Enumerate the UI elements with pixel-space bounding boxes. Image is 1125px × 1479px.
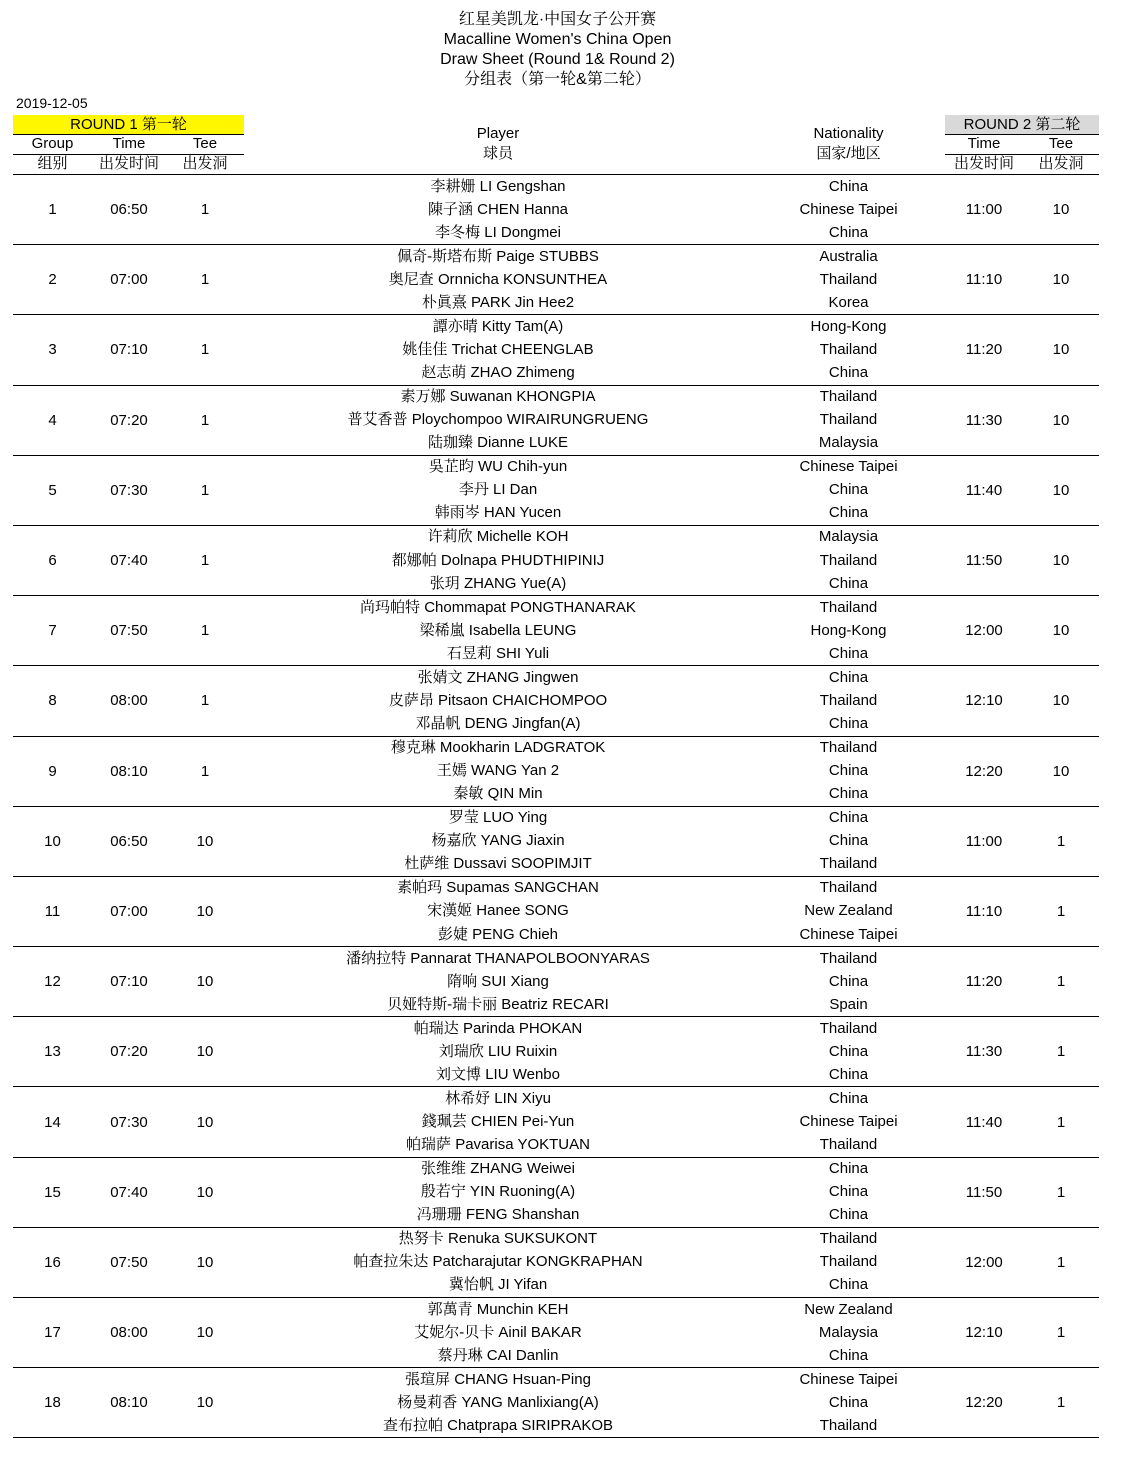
player-nationality: China [828, 574, 869, 592]
round2-tee: 1 [1056, 1183, 1066, 1201]
round1-tee: 1 [200, 201, 210, 219]
player-nationality: China [828, 832, 869, 850]
group-row [13, 315, 1099, 385]
player-nationality: Thailand [819, 598, 878, 616]
player-nationality: China [828, 785, 869, 803]
player-nationality: New Zealand [804, 1300, 893, 1318]
group-number: 14 [44, 1113, 61, 1131]
player-nationality: China [828, 809, 869, 827]
round2-tee: 10 [1052, 411, 1070, 429]
group-number: 7 [48, 622, 57, 640]
player-name: 蔡丹琳 CAI Danlin [437, 1346, 559, 1364]
player-name: 冯珊珊 FENG Shanshan [416, 1206, 580, 1224]
player-list [244, 386, 752, 455]
player-list [244, 1087, 752, 1156]
player-list [244, 456, 752, 525]
player-list [244, 1298, 752, 1367]
round1-time: 07:20 [110, 1043, 148, 1061]
nationality-list [752, 526, 945, 595]
header-player-en: Player [476, 125, 520, 142]
player-nationality: Malaysia [818, 528, 879, 546]
round1-time: 08:10 [110, 1394, 148, 1412]
player-name: 佩奇-斯塔布斯 Paige STUBBS [397, 247, 599, 265]
player-nationality: Hong-Kong [810, 317, 887, 335]
nationality-list [752, 737, 945, 806]
round1-time: 07:00 [110, 902, 148, 920]
player-list [244, 1228, 752, 1297]
player-name: 都娜帕 Dolnapa PHUDTHIPINIJ [391, 551, 605, 569]
player-name: 冀怡帆 JI Yifan [448, 1276, 548, 1294]
round2-time: 12:10 [965, 1324, 1003, 1342]
player-name: 邓晶帆 DENG Jingfan(A) [415, 714, 581, 732]
subtitle-draw-sheet: Draw Sheet (Round 1& Round 2) [440, 51, 675, 68]
round1-time: 07:00 [110, 271, 148, 289]
group-number: 6 [48, 552, 57, 570]
round1-tee: 10 [196, 1394, 214, 1412]
player-name: 皮萨昂 Pitsaon CHAICHOMPOO [388, 691, 608, 709]
round2-tee: 1 [1056, 902, 1066, 920]
group-number: 11 [44, 902, 61, 920]
group-row [13, 737, 1099, 807]
group-row [13, 807, 1099, 877]
nationality-list [752, 386, 945, 455]
player-name: 杜萨维 Dussavi SOOPIMJIT [404, 855, 592, 873]
round1-tee: 10 [196, 1253, 214, 1271]
player-nationality: China [828, 972, 869, 990]
player-nationality: Thailand [819, 879, 878, 897]
round1-tee: 10 [196, 1113, 214, 1131]
round2-time: 11:10 [965, 902, 1003, 920]
header-time-en: Time [112, 135, 146, 152]
round2-tee: 1 [1056, 1324, 1066, 1342]
nationality-list [752, 315, 945, 384]
player-nationality: Thailand [819, 1136, 878, 1154]
group-row [13, 1298, 1099, 1368]
player-name: 王嫣 WANG Yan 2 [436, 762, 560, 780]
nationality-list [752, 1368, 945, 1437]
group-row [13, 175, 1099, 245]
player-list [244, 526, 752, 595]
group-row [13, 596, 1099, 666]
player-name: 姚佳佳 Trichat CHEENGLAB [402, 340, 594, 358]
round1-time: 06:50 [110, 201, 148, 219]
player-name: 李丹 LI Dan [458, 481, 538, 499]
player-nationality: Thailand [819, 388, 878, 406]
player-name: 罗莹 LUO Ying [448, 809, 548, 827]
player-nationality: Chinese Taipei [799, 1370, 898, 1388]
round1-time: 07:10 [110, 973, 148, 991]
round2-time: 11:20 [965, 341, 1003, 359]
player-nationality: Thailand [819, 270, 878, 288]
player-name: 杨曼莉香 YANG Manlixiang(A) [397, 1393, 599, 1411]
player-name: 陳子涵 CHEN Hanna [427, 200, 569, 218]
round2-tee: 10 [1052, 341, 1070, 359]
round2-tee: 10 [1052, 481, 1070, 499]
round2-time: 12:00 [965, 1253, 1003, 1271]
player-name: 郭萬青 Munchin KEH [427, 1300, 569, 1318]
round2-time: 11:50 [965, 552, 1003, 570]
group-number: 12 [44, 973, 61, 991]
player-name: 殷若宁 YIN Ruoning(A) [420, 1183, 576, 1201]
player-nationality: China [828, 1393, 869, 1411]
player-nationality: Thailand [819, 1019, 878, 1037]
group-row [13, 666, 1099, 736]
player-list [244, 1158, 752, 1227]
player-nationality: China [828, 1042, 869, 1060]
player-name: 素帕玛 Supamas SANGCHAN [397, 879, 599, 897]
player-nationality: China [828, 1346, 869, 1364]
round2-time: 11:00 [965, 832, 1003, 850]
round2-tee: 1 [1056, 973, 1066, 991]
round2-tee: 10 [1052, 552, 1070, 570]
player-list [244, 1368, 752, 1437]
player-nationality: Thailand [819, 691, 878, 709]
player-nationality: Thailand [819, 739, 878, 757]
player-list [244, 596, 752, 665]
round1-tee: 1 [200, 622, 210, 640]
round1-tee: 1 [200, 552, 210, 570]
player-nationality: Korea [828, 293, 869, 311]
round2-tee: 1 [1056, 1394, 1066, 1412]
player-name: 石昱莉 SHI Yuli [446, 644, 550, 662]
nationality-list [752, 1017, 945, 1086]
player-list [244, 666, 752, 735]
player-name: 刘文博 LIU Wenbo [436, 1065, 560, 1083]
round1-tee: 1 [200, 271, 210, 289]
title-block [0, 10, 1115, 90]
header-r2-tee-cn: 出发洞 [1038, 155, 1084, 172]
round1-tee: 10 [196, 1043, 214, 1061]
round2-time: 11:00 [965, 201, 1003, 219]
player-nationality: Hong-Kong [810, 621, 887, 639]
player-nationality: Thailand [819, 1416, 878, 1434]
player-name: 许莉欣 Michelle KOH [427, 528, 569, 546]
nationality-list [752, 1298, 945, 1367]
round1-time: 07:30 [110, 481, 148, 499]
player-list [244, 807, 752, 876]
player-name: 陆珈臻 Dianne LUKE [427, 434, 569, 452]
group-number: 1 [48, 201, 57, 219]
player-nationality: Chinese Taipei [799, 1113, 898, 1131]
player-nationality: China [828, 714, 869, 732]
nationality-list [752, 456, 945, 525]
round1-time: 07:50 [110, 622, 148, 640]
player-list [244, 315, 752, 384]
player-name: 刘瑞欣 LIU Ruixin [438, 1042, 558, 1060]
round2-banner: ROUND 2 第二轮 [945, 115, 1099, 134]
round1-tee: 1 [200, 341, 210, 359]
player-name: 杨嘉欣 YANG Jiaxin [431, 832, 565, 850]
round2-time: 12:00 [965, 622, 1003, 640]
player-name: 奥尼查 Ornnicha KONSUNTHEA [388, 270, 608, 288]
player-nationality: China [828, 644, 869, 662]
player-nationality: Chinese Taipei [799, 458, 898, 476]
player-name: 韩雨岑 HAN Yucen [434, 504, 562, 522]
player-nationality: Thailand [819, 855, 878, 873]
group-number: 4 [48, 411, 57, 429]
player-nationality: Thailand [819, 551, 878, 569]
player-name: 譚亦晴 Kitty Tam(A) [432, 317, 564, 335]
round1-tee: 10 [196, 1324, 214, 1342]
round2-tee: 1 [1056, 1043, 1066, 1061]
round1-tee: 10 [196, 1183, 214, 1201]
groups-table [13, 175, 1099, 1438]
player-nationality: Malaysia [818, 434, 879, 452]
player-name: 帕瑞达 Parinda PHOKAN [413, 1019, 583, 1037]
nationality-list [752, 947, 945, 1016]
header-tee-cn: 出发洞 [182, 155, 228, 172]
group-row [13, 877, 1099, 947]
player-name: 潘纳拉特 Pannarat THANAPOLBOONYARAS [346, 949, 650, 967]
nationality-list [752, 666, 945, 735]
player-name: 素万娜 Suwanan KHONGPIA [400, 388, 596, 406]
round2-tee: 10 [1052, 622, 1070, 640]
player-name: 張瑄屏 CHANG Hsuan-Ping [405, 1370, 591, 1388]
player-list [244, 175, 752, 244]
nationality-list [752, 877, 945, 946]
player-name: 张玥 ZHANG Yue(A) [429, 574, 567, 592]
player-nationality: Thailand [819, 411, 878, 429]
round2-time: 11:10 [965, 271, 1003, 289]
player-name: 穆克琳 Mookharin LADGRATOK [390, 739, 606, 757]
round2-time: 11:30 [965, 1043, 1003, 1061]
round1-tee: 1 [200, 411, 210, 429]
round1-time: 07:10 [110, 341, 148, 359]
group-row [13, 1158, 1099, 1228]
round1-tee: 10 [196, 973, 214, 991]
player-name: 李冬梅 LI Dongmei [435, 223, 561, 241]
group-row [13, 526, 1099, 596]
player-nationality: New Zealand [804, 902, 893, 920]
group-row [13, 947, 1099, 1017]
player-name: 艾妮尔-贝卡 Ainil BAKAR [414, 1323, 582, 1341]
round2-time: 11:50 [965, 1183, 1003, 1201]
player-nationality: Thailand [819, 949, 878, 967]
group-number: 17 [44, 1324, 61, 1342]
round1-time: 07:40 [110, 1183, 148, 1201]
player-name: 尚玛帕特 Chommapat PONGTHANARAK [360, 598, 636, 616]
group-row [13, 456, 1099, 526]
group-number: 2 [48, 271, 57, 289]
nationality-list [752, 596, 945, 665]
header-nationality-en: Nationality [813, 125, 884, 142]
player-name: 张维维 ZHANG Weiwei [421, 1160, 575, 1178]
date: 2019-12-05 [16, 95, 88, 111]
group-number: 3 [48, 341, 57, 359]
nationality-list [752, 807, 945, 876]
header-group-cn: 组别 [37, 155, 68, 172]
player-name: 热努卡 Renuka SUKSUKONT [398, 1230, 598, 1248]
title-english: Macalline Women's China Open [443, 31, 672, 48]
header-player-cn: 球员 [482, 145, 513, 162]
round2-time: 12:20 [965, 1394, 1003, 1412]
player-nationality: Thailand [819, 1230, 878, 1248]
round1-tee: 10 [196, 902, 214, 920]
header-r2-time-en: Time [967, 135, 1001, 152]
player-nationality: China [828, 504, 869, 522]
nationality-list [752, 1158, 945, 1227]
player-nationality: China [828, 1183, 869, 1201]
round1-time: 07:40 [110, 552, 148, 570]
player-name: 张婧文 ZHANG Jingwen [417, 668, 579, 686]
player-name: 李耕姗 LI Gengshan [430, 177, 566, 195]
player-name: 林希妤 LIN Xiyu [445, 1089, 551, 1107]
round2-tee: 10 [1052, 201, 1070, 219]
player-name: 梁稀嵐 Isabella LEUNG [419, 621, 577, 639]
round2-tee: 1 [1056, 1113, 1066, 1131]
player-list [244, 877, 752, 946]
player-nationality: China [828, 1160, 869, 1178]
round1-tee: 10 [196, 832, 214, 850]
round1-tee: 1 [200, 762, 210, 780]
player-nationality: China [828, 1089, 869, 1107]
group-number: 16 [44, 1253, 61, 1271]
player-name: 贝娅特斯-瑞卡丽 Beatriz RECARI [387, 995, 609, 1013]
player-list [244, 737, 752, 806]
player-name: 赵志萌 ZHAO Zhimeng [421, 364, 575, 382]
group-number: 13 [44, 1043, 61, 1061]
round1-time: 06:50 [110, 832, 148, 850]
player-nationality: China [828, 364, 869, 382]
player-nationality: Malaysia [818, 1323, 879, 1341]
subtitle-chinese: 分组表（第一轮&第二轮） [464, 71, 651, 88]
group-number: 9 [48, 762, 57, 780]
player-nationality: Chinese Taipei [799, 200, 898, 218]
player-list [244, 1017, 752, 1086]
nationality-list [752, 245, 945, 314]
header-time-cn: 出发时间 [98, 155, 159, 172]
player-nationality: China [828, 668, 869, 686]
round2-time: 11:40 [965, 1113, 1003, 1131]
player-nationality: Chinese Taipei [799, 925, 898, 943]
round1-banner: ROUND 1 第一轮 [13, 115, 244, 134]
player-nationality: China [828, 762, 869, 780]
header-tee-en: Tee [192, 135, 218, 152]
player-name: 錢珮芸 CHIEN Pei-Yun [421, 1113, 575, 1131]
group-row [13, 1017, 1099, 1087]
round1-time: 07:50 [110, 1253, 148, 1271]
round1-tee: 1 [200, 692, 210, 710]
group-number: 8 [48, 692, 57, 710]
player-name: 朴眞熹 PARK Jin Hee2 [421, 293, 575, 311]
player-nationality: China [828, 481, 869, 499]
round2-time: 11:30 [965, 411, 1003, 429]
player-nationality: Thailand [819, 340, 878, 358]
player-nationality: China [828, 177, 869, 195]
round1-tee: 1 [200, 481, 210, 499]
player-name: 查布拉帕 Chatprapa SIRIPRAKOB [382, 1416, 614, 1434]
nationality-list [752, 175, 945, 244]
player-nationality: Spain [829, 995, 868, 1013]
group-number: 15 [44, 1183, 61, 1201]
nationality-list [752, 1228, 945, 1297]
group-row [13, 1228, 1099, 1298]
round1-time: 08:00 [110, 1324, 148, 1342]
player-name: 宋漢姬 Hanee SONG [427, 902, 569, 920]
title-chinese: 红星美凯龙·中国女子公开赛 [458, 11, 657, 28]
player-name: 彭婕 PENG Chieh [437, 925, 559, 943]
player-nationality: Australia [819, 247, 878, 265]
group-number: 18 [44, 1394, 61, 1412]
round2-tee: 10 [1052, 692, 1070, 710]
player-name: 帕查拉朱达 Patcharajutar KONGKRAPHAN [353, 1253, 643, 1271]
group-number: 5 [48, 481, 57, 499]
round2-tee: 10 [1052, 762, 1070, 780]
round2-tee: 1 [1056, 1253, 1066, 1271]
player-name: 帕瑞萨 Pavarisa YOKTUAN [406, 1136, 590, 1154]
round2-time: 12:20 [965, 762, 1003, 780]
header-r2-tee-en: Tee [1048, 135, 1074, 152]
round1-time: 07:30 [110, 1113, 148, 1131]
header-nationality-cn: 国家/地区 [816, 145, 881, 162]
round2-time: 11:40 [965, 481, 1003, 499]
group-row [13, 386, 1099, 456]
player-nationality: China [828, 1276, 869, 1294]
player-nationality: Thailand [819, 1253, 878, 1271]
header-r2-time-cn: 出发时间 [953, 155, 1014, 172]
round2-time: 12:10 [965, 692, 1003, 710]
player-nationality: China [828, 1206, 869, 1224]
player-list [244, 947, 752, 1016]
player-list [244, 245, 752, 314]
round1-time: 08:10 [110, 762, 148, 780]
player-name: 普艾香普 Ploychompoo WIRAIRUNGRUENG [347, 411, 649, 429]
round1-time: 07:20 [110, 411, 148, 429]
round1-time: 08:00 [110, 692, 148, 710]
player-name: 隋响 SUI Xiang [447, 972, 549, 990]
round2-tee: 1 [1056, 832, 1066, 850]
group-number: 10 [44, 832, 61, 850]
header-group-en: Group [31, 135, 74, 152]
player-nationality: China [828, 223, 869, 241]
player-nationality: China [828, 1065, 869, 1083]
player-name: 秦敏 QIN Min [453, 785, 543, 803]
group-row [13, 245, 1099, 315]
round2-time: 11:20 [965, 973, 1003, 991]
player-name: 吳芷昀 WU Chih-yun [428, 458, 568, 476]
group-row [13, 1087, 1099, 1157]
nationality-list [752, 1087, 945, 1156]
group-row [13, 1368, 1099, 1438]
round2-tee: 10 [1052, 271, 1070, 289]
